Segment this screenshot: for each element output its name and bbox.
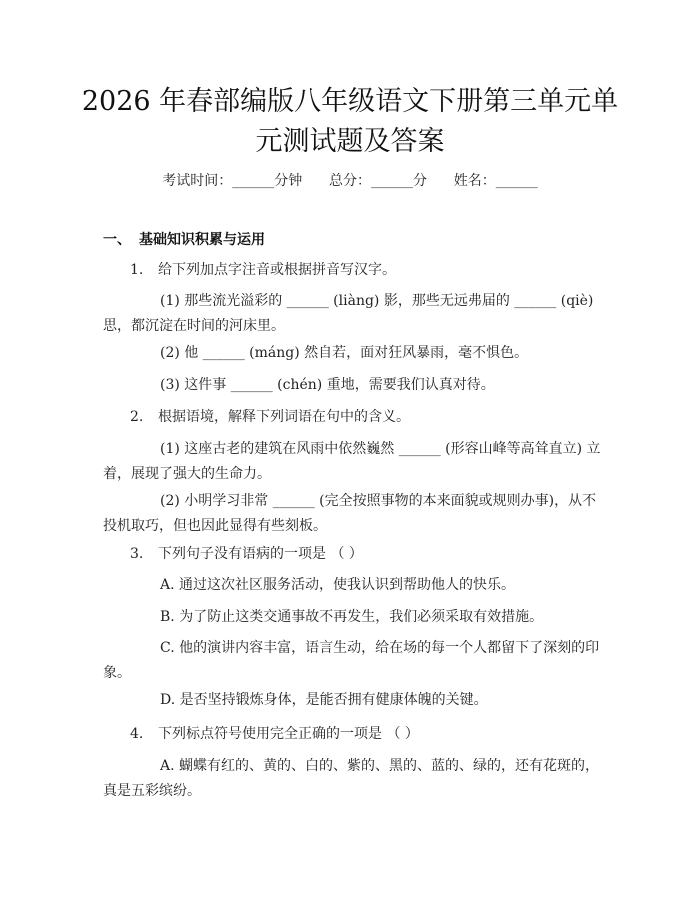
question-number: 4.: [130, 726, 144, 742]
question-number: 2.: [130, 409, 144, 425]
question-4: [130, 722, 419, 747]
question-number: 1.: [130, 262, 144, 278]
question-text: 下列句子没有语病的一项是 （ ）: [158, 546, 363, 562]
question-3: [130, 542, 363, 567]
question-3-option-a: A. 通过这次社区服务活动，使我认识到帮助他人的快乐。: [160, 577, 516, 593]
question-1: [130, 258, 396, 283]
question-2: [130, 405, 410, 430]
question-2-item-2: (2) 小明学习非常 ______ (完全按照事物的本来面貌或规则办事)，从不投机取巧，但也因此显得有些刻板。: [103, 493, 597, 534]
document-title: [60, 82, 640, 162]
title-line-2: 元测试题及答案: [255, 126, 445, 157]
question-text: 下列标点符号使用完全正确的一项是 （ ）: [158, 726, 419, 742]
title-line-1: 2026 年春部编版八年级语文下册第三单元单: [81, 86, 619, 117]
question-1-item-2: (2) 他 ______ (máng) 然自若，面对狂风暴雨，毫不惧色。: [160, 345, 529, 361]
question-3-option-d: D. 是否坚持锻炼身体，是能否拥有健康体魄的关键。: [160, 692, 488, 708]
question-3-option-c: C. 他的演讲内容丰富，语言生动，给在场的每一个人都留下了深刻的印象。: [103, 640, 600, 681]
section-heading: [103, 229, 265, 249]
question-1-item-1: (1) 那些流光溢彩的 ______ (liàng) 影，那些无远弗届的 ______ (qiè) 思，都沉淀在时间的河床里。: [103, 293, 594, 334]
question-number: 3.: [130, 546, 144, 562]
section-number: 一、: [103, 232, 131, 248]
question-1-item-3: (3) 这件事 ______ (chén) 重地，需要我们认真对待。: [160, 377, 495, 393]
question-2-item-1: (1) 这座古老的建筑在风雨中依然巍然 ______ (形容山峰等高耸直立) 立着，展现了强大的生命力。: [103, 441, 601, 482]
section-title: 基础知识积累与运用: [139, 232, 265, 248]
question-text: 给下列加点字注音或根据拼音写汉字。: [158, 262, 396, 278]
question-3-option-b: B. 为了防止这类交通事故不再发生，我们必须采取有效措施。: [160, 609, 544, 625]
exam-info-line: 考试时间：______分钟 总分：______分 姓名：______: [162, 173, 538, 189]
question-text: 根据语境，解释下列词语在句中的含义。: [158, 409, 410, 425]
question-4-option-a: A. 蝴蝶有红的、黄的、白的、紫的、黑的、蓝的、绿的，还有花斑的，真是五彩缤纷。: [103, 758, 600, 799]
